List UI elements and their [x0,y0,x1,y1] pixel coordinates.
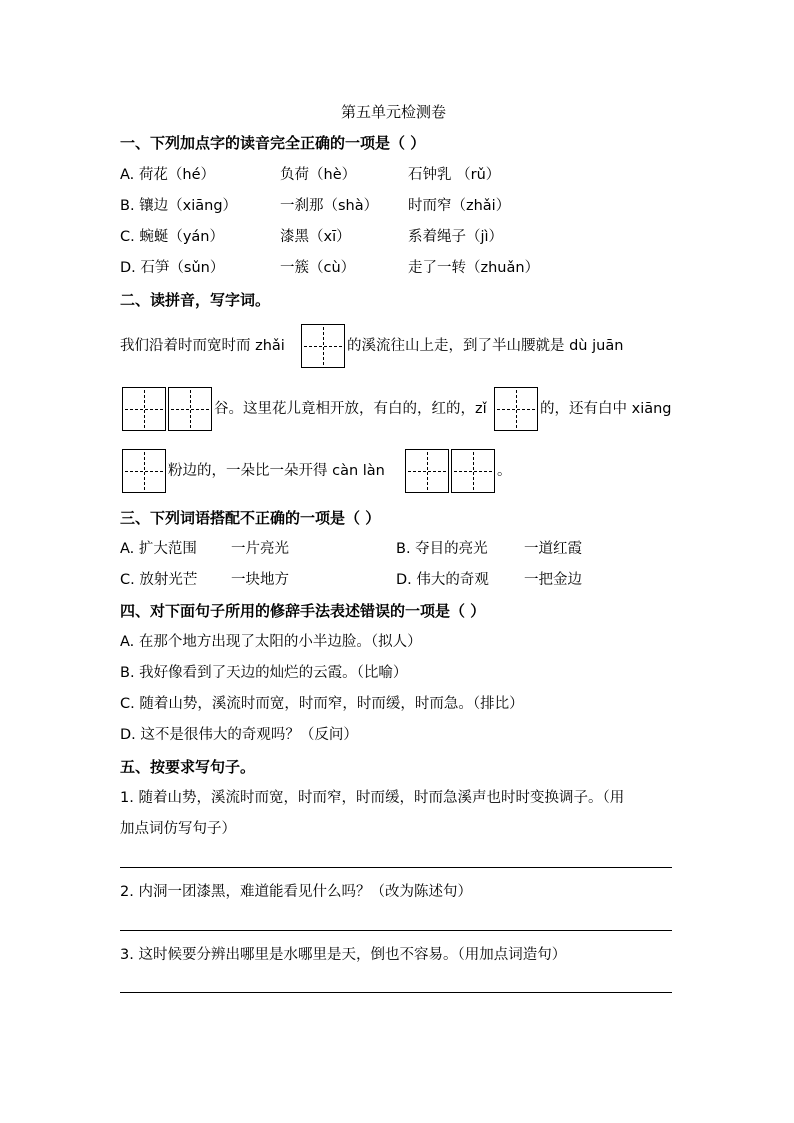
q5-item3: 3. 这时候要分辨出哪里是水哪里是天，倒也不容易。（用加点词造句） [120,947,567,963]
q1-option-b-3: 时而窄（zhǎi） [408,198,511,214]
q2-text-2b: 的，还有白中 xiāng [540,401,672,417]
q2-text-1b: 的溪流往山上走，到了半山腰就是 dù juān [347,338,624,354]
q1-option-a-3: 石钟乳 （rǔ） [408,167,501,183]
q1-option-d-3: 走了一转（zhuǎn） [408,260,540,276]
q3-option-d-1: D. 伟大的奇观 [396,572,489,588]
writing-box-zi[interactable] [494,387,538,431]
q4-option-c: C. 随着山势，溪流时而宽，时而窄，时而缓，时而急。（排比） [120,696,524,712]
q5-heading: 五、按要求写句子。 [120,758,256,776]
writing-box-can[interactable] [405,449,449,493]
q1-option-d-2: 一簇（cù） [280,260,356,276]
q4-option-b: B. 我好像看到了天边的灿烂的云霞。（比喻） [120,665,408,681]
q3-option-b-1: B. 夺目的亮光 [396,541,488,557]
q2-text-1a: 我们沿着时而宽时而 zhǎi [120,338,285,354]
answer-line-3[interactable] [120,992,672,993]
answer-line-1[interactable] [120,867,672,868]
writing-box-juan[interactable] [168,387,212,431]
q2-heading: 二、读拼音，写字词。 [120,291,271,309]
q2-text-3a: 粉边的，一朵比一朵开得 càn làn [168,463,385,479]
q1-heading: 一、下列加点字的读音完全正确的一项是（ ） [120,134,426,152]
q3-option-d-2: 一把金边 [524,572,582,588]
q3-option-a-2: 一片亮光 [231,541,289,557]
q1-option-c-1: C. 蜿蜒（yán） [120,229,224,245]
q1-option-a-1: A. 荷花（hé） [120,167,215,183]
q3-option-c-1: C. 放射光芒 [120,572,198,588]
writing-box-zhai[interactable] [301,324,345,368]
writing-box-lan[interactable] [451,449,495,493]
q5-item1-line2: 加点词仿写句子） [120,821,236,837]
q2-text-3b: 。 [497,463,512,479]
q1-option-c-3: 系着绳子（jì） [408,229,504,245]
q5-item2: 2. 内洞一团漆黑，难道能看见什么吗？（改为陈述句） [120,884,472,900]
q2-text-2a: 谷。这里花儿竟相开放，有白的，红的，zǐ [214,401,487,417]
q4-option-d: D. 这不是很伟大的奇观吗？（反问） [120,727,358,743]
q4-option-a: A. 在那个地方出现了太阳的小半边脸。（拟人） [120,634,422,650]
writing-box-du[interactable] [122,387,166,431]
q1-option-c-2: 漆黑（xī） [280,229,351,245]
q3-heading: 三、下列词语搭配不正确的一项是（ ） [120,509,381,527]
q1-option-d-1: D. 石笋（sǔn） [120,260,225,276]
q1-option-a-2: 负荷（hè） [280,167,357,183]
writing-box-xiang[interactable] [122,449,166,493]
q3-option-a-1: A. 扩大范围 [120,541,197,557]
q3-option-c-2: 一块地方 [231,572,289,588]
q1-option-b-1: B. 镶边（xiāng） [120,198,238,214]
q5-item1-line1: 1. 随着山势，溪流时而宽，时而窄，时而缓，时而急溪声也时时变换调子。（用 [120,790,625,806]
q4-heading: 四、对下面句子所用的修辞手法表述错误的一项是（ ） [120,602,486,620]
q1-option-b-2: 一刹那（shà） [280,198,379,214]
page-title: 第五单元检测卷 [341,103,447,121]
q3-option-b-2: 一道红霞 [524,541,582,557]
answer-line-2[interactable] [120,930,672,931]
